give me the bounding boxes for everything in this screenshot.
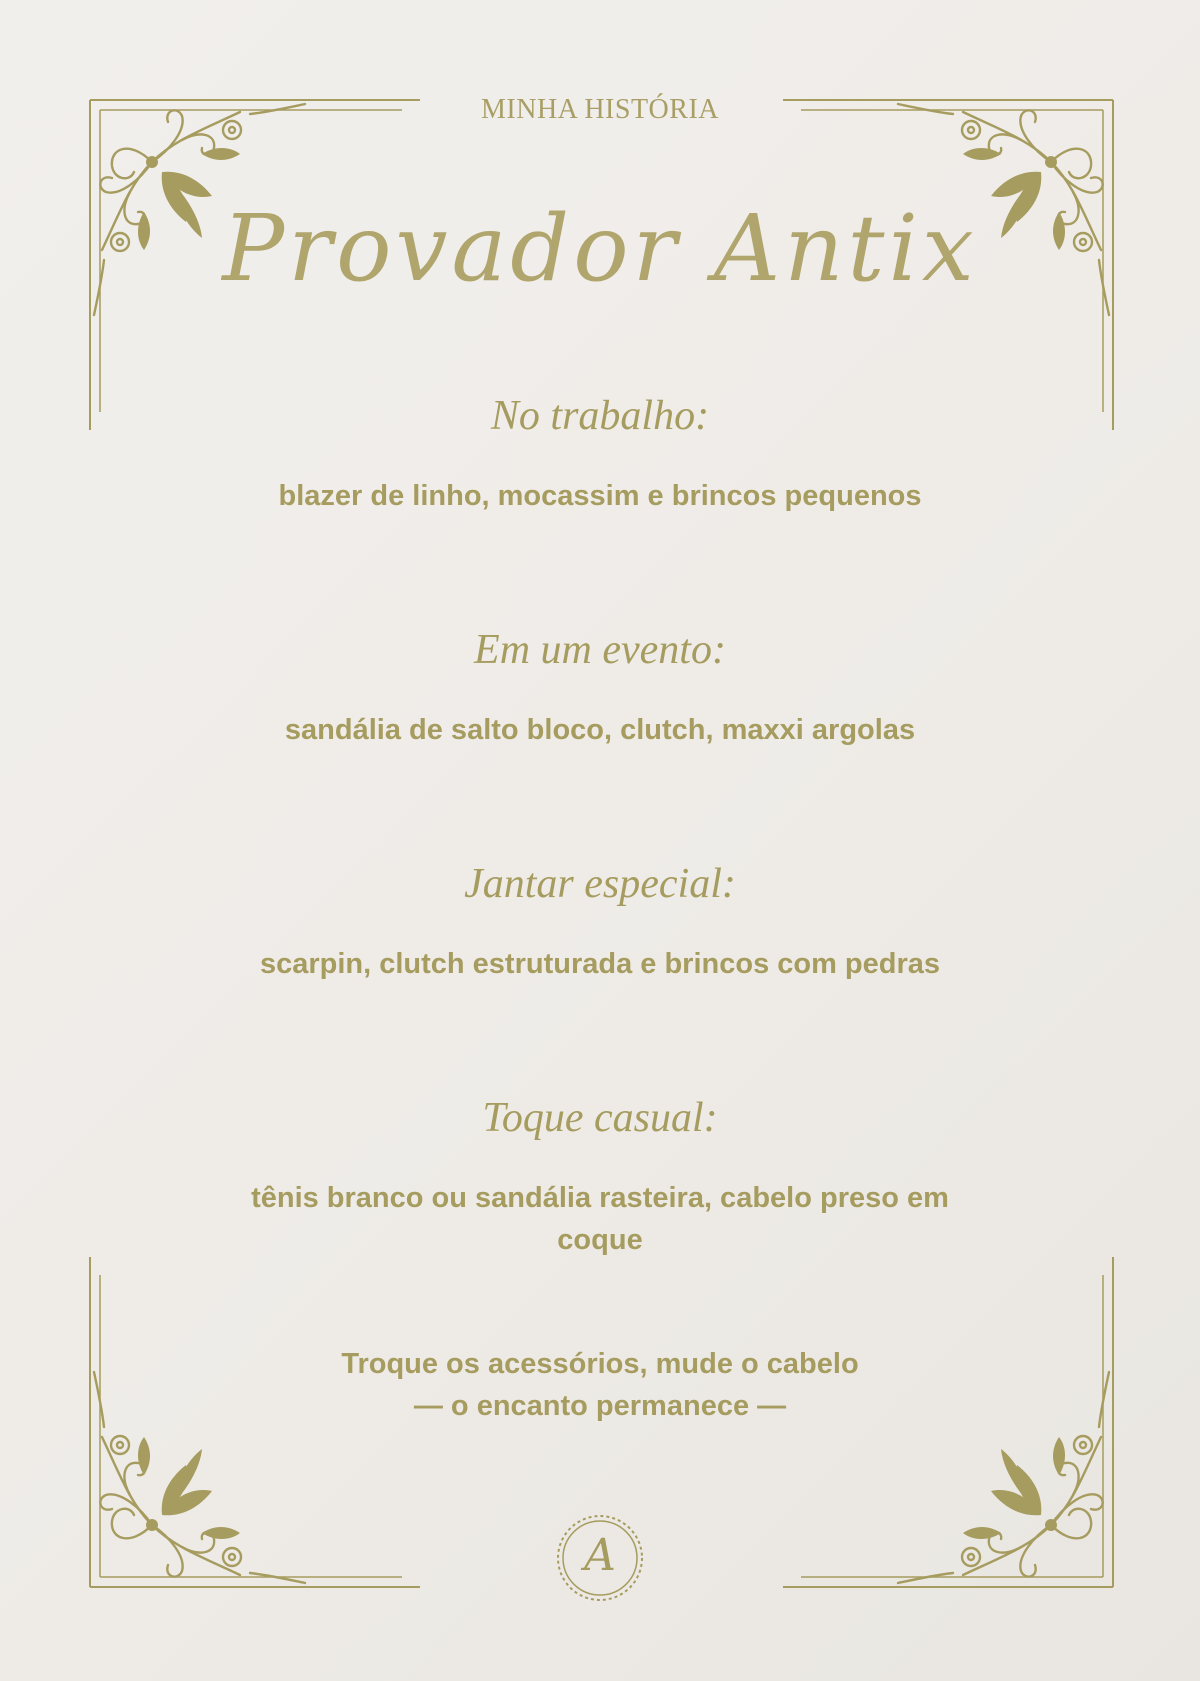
section-body-dinner: scarpin, clutch estruturada e brincos com pedras [259, 948, 941, 980]
page-title: Provador Antix [222, 195, 978, 302]
eyebrow-label: MINHA HISTÓRIA [481, 94, 719, 125]
logo-letter: A [584, 1530, 616, 1581]
closing-line-2: — o encanto permanece — [413, 1390, 787, 1422]
section-body-work: blazer de linho, mocassim e brincos pequenos [278, 480, 922, 512]
closing-line-1: Troque os acessórios, mude o cabelo [341, 1348, 859, 1380]
section-body-casual: tênis branco ou sandália rasteira, cabelo preso em coque [251, 1182, 949, 1256]
section-body-event: sandália de salto bloco, clutch, maxxi argolas [284, 714, 916, 746]
section-heading-dinner: Jantar especial: [464, 861, 736, 907]
section-heading-work: No trabalho: [490, 393, 710, 439]
section-heading-event: Em um evento: [474, 627, 726, 673]
logo-seal-icon [554, 1512, 646, 1604]
section-heading-casual: Toque casual: [482, 1095, 718, 1141]
